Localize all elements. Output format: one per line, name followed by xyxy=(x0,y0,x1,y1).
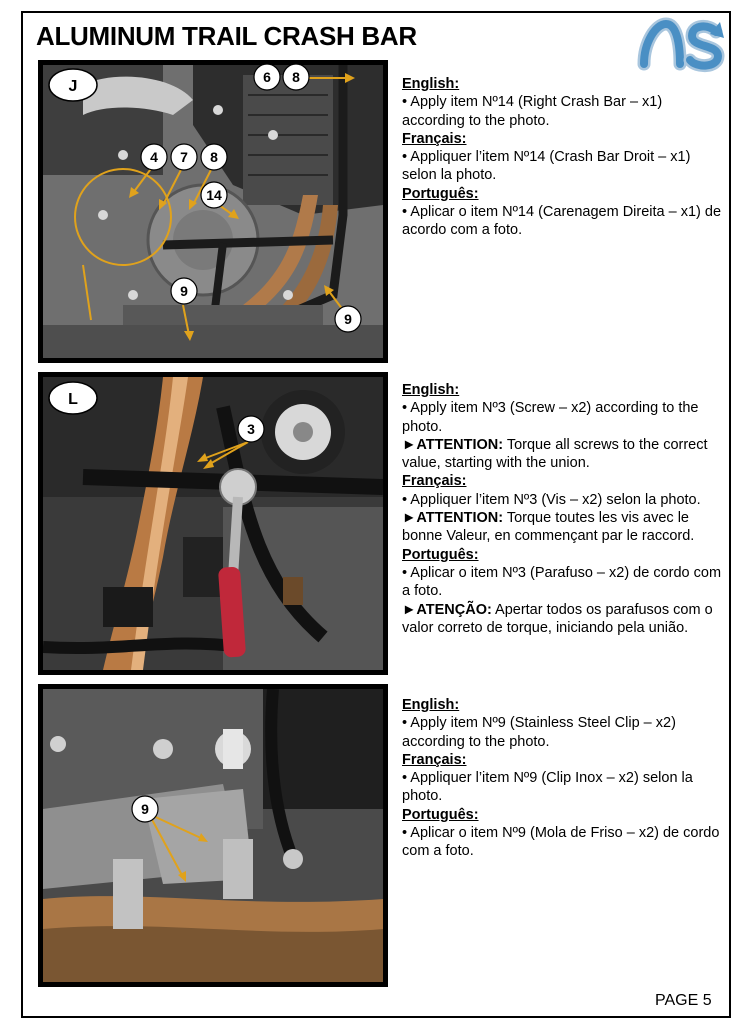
callout-9c xyxy=(132,796,158,822)
page-number: PAGE 5 xyxy=(655,992,712,1009)
svg-text:3: 3 xyxy=(247,421,255,437)
step-clip-instructions xyxy=(402,696,724,861)
step-l-english-attention-text: Torque all screws to the correct value, starting with the union. xyxy=(402,436,708,472)
step-clip-french-text: • Appliquer l’item Nº9 (Clip Inox – x2) selon la photo. xyxy=(402,770,693,805)
step-l-french-attention xyxy=(402,509,724,546)
step-j-label: J xyxy=(68,78,78,95)
callout-4 xyxy=(141,144,167,170)
svg-text:8: 8 xyxy=(292,69,300,85)
svg-text:7: 7 xyxy=(180,149,188,165)
step-j-english-heading: English: xyxy=(402,76,460,92)
step-l-french-attention-label: ►ATTENTION: xyxy=(402,510,504,527)
callout-6 xyxy=(254,64,280,90)
svg-text:4: 4 xyxy=(150,149,158,165)
step-j-french-heading: Français: xyxy=(402,130,467,147)
step-j-portuguese-text: • Aplicar o item Nº14 (Carenagem Direita – x1) de acordo com a foto. xyxy=(402,204,722,239)
step-l-french-attention-text: Torque toutes les vis avec le bonne Valeur, en commençant par le raccord. xyxy=(402,510,695,545)
svg-text:6: 6 xyxy=(263,69,271,85)
callout-9 xyxy=(171,278,197,304)
step-clip-portuguese-heading: Português: xyxy=(402,806,479,823)
step-clip-portuguese-text: • Aplicar o item Nº9 (Mola de Friso – x2) de cordo com a foto. xyxy=(402,825,720,860)
step-l-portuguese-text: • Aplicar o item Nº3 (Parafuso – x2) de cordo com a foto. xyxy=(402,564,722,600)
step-l-instructions xyxy=(402,381,724,637)
step-j-callouts xyxy=(38,60,388,363)
step-clip-english-heading: English: xyxy=(402,697,460,713)
svg-text:8: 8 xyxy=(210,149,218,165)
svg-text:9: 9 xyxy=(180,283,188,299)
step-l-french-heading: Français: xyxy=(402,473,467,490)
step-l-english-attention xyxy=(402,436,724,473)
page-title: ALUMINUM TRAIL CRASH BAR xyxy=(36,21,417,51)
step-clip-callouts xyxy=(38,684,388,987)
step-j-portuguese-heading: Português: xyxy=(402,185,479,202)
callout-8b xyxy=(201,144,227,170)
callout-7 xyxy=(171,144,197,170)
step-l-portuguese-attention-text: Apertar todos os parafusos com o valor correto de torque, iniciando pela união. xyxy=(402,601,713,636)
step-l-portuguese-attention-label: ►ATENÇÃO: xyxy=(402,601,492,618)
callout-8 xyxy=(283,64,309,90)
step-j-instructions xyxy=(402,75,724,240)
callout-3 xyxy=(238,416,264,442)
step-l-english-text: • Apply item Nº3 (Screw – x2) according to the photo. xyxy=(402,400,699,435)
step-l-label: L xyxy=(68,391,78,408)
svg-text:9: 9 xyxy=(344,311,352,327)
step-l-portuguese-heading: Português: xyxy=(402,546,479,563)
step-l-english-heading: English: xyxy=(402,382,460,398)
step-l-portuguese-attention xyxy=(402,601,724,638)
brand-logo xyxy=(636,12,728,74)
step-l-callouts xyxy=(38,372,388,675)
callout-14 xyxy=(201,182,227,208)
callout-9b xyxy=(335,306,361,332)
svg-text:14: 14 xyxy=(206,187,222,203)
step-l-french-text: • Appliquer l’item Nº3 (Vis – x2) selon la photo. xyxy=(402,491,701,508)
step-j-english-text: • Apply item Nº14 (Right Crash Bar – x1) according to the photo. xyxy=(402,94,663,129)
step-clip-french-heading: Français: xyxy=(402,751,467,768)
svg-text:9: 9 xyxy=(141,801,149,817)
step-clip-english-text: • Apply item Nº9 (Stainless Steel Clip – x2) according to the photo. xyxy=(402,715,676,750)
step-j-french-text: • Appliquer l’item Nº14 (Crash Bar Droit – x1) selon la photo. xyxy=(402,149,691,184)
step-l-english-attention-label: ►ATTENTION: xyxy=(402,436,504,453)
